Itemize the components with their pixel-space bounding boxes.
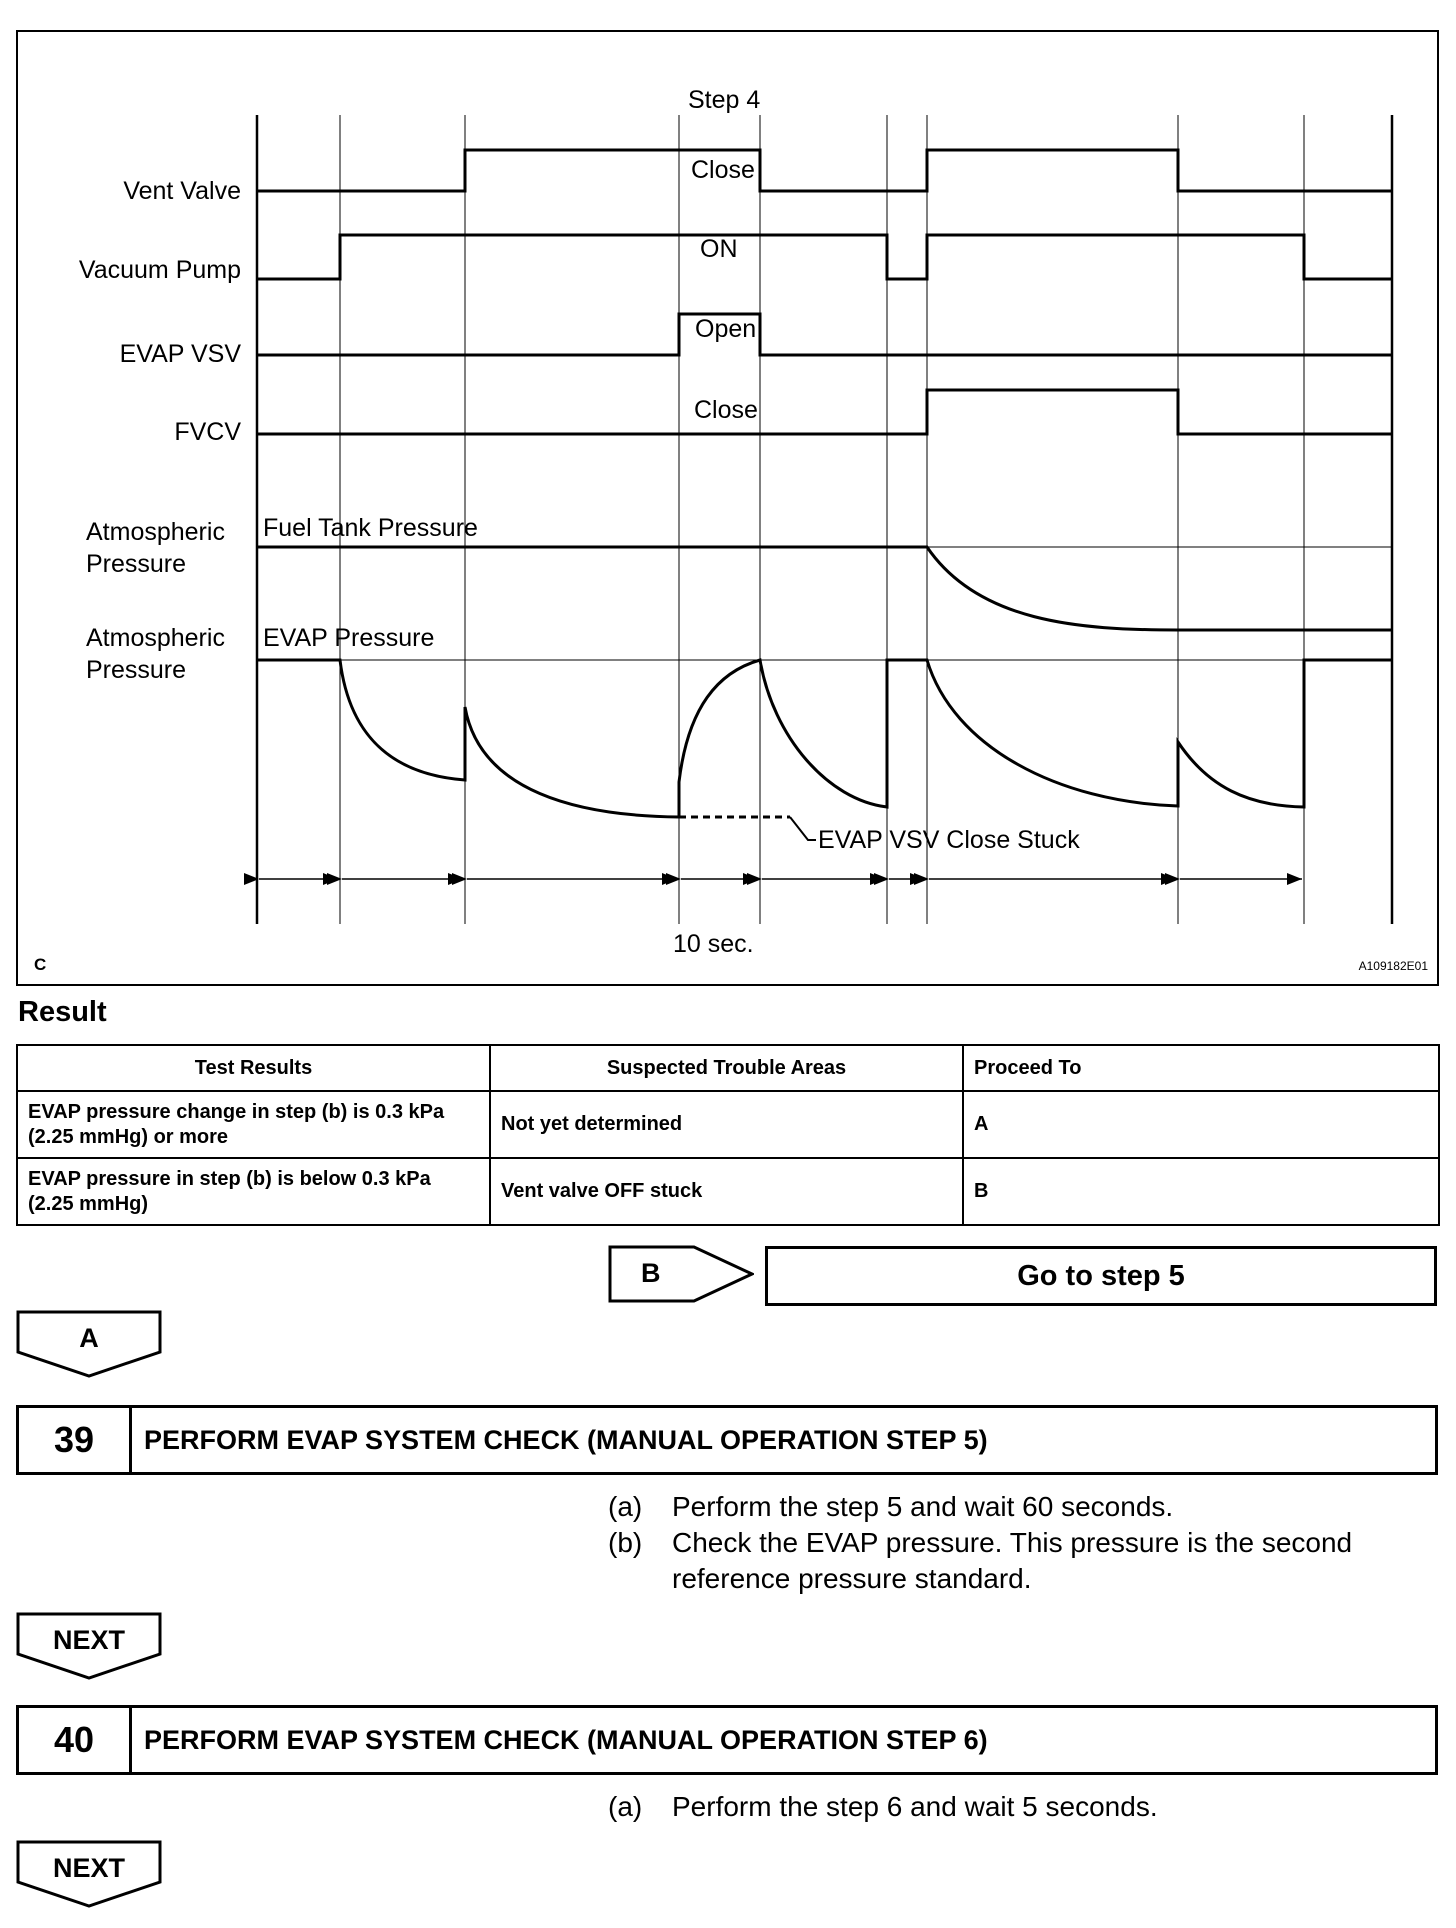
table-row xyxy=(17,1091,1439,1158)
step-39-header xyxy=(16,1405,1438,1475)
proceed-cell: B xyxy=(963,1158,1439,1225)
down-arrow-tag-icon xyxy=(16,1612,162,1680)
step-39-instructions xyxy=(608,1489,1428,1597)
right-arrow-tag-icon xyxy=(608,1245,754,1303)
branch-b-tag[interactable] xyxy=(608,1245,754,1308)
column-header: Suspected Trouble Areas xyxy=(490,1045,963,1091)
column-header: Proceed To xyxy=(963,1045,1439,1091)
signal-label-fvcv: FVCV xyxy=(174,418,241,446)
vent-valve-signal xyxy=(257,150,1392,191)
column-header: Test Results xyxy=(17,1045,490,1091)
atmospheric-label-1a: Atmospheric xyxy=(86,518,225,546)
vacuum-pump-state: ON xyxy=(700,235,738,263)
branch-a-tag[interactable] xyxy=(16,1310,162,1383)
evap-vsv-state: Open xyxy=(695,315,757,343)
trouble-area-cell: Not yet determined xyxy=(490,1091,963,1158)
branch-b-label: B xyxy=(641,1258,661,1288)
proceed-cell: A xyxy=(963,1091,1439,1158)
step-title: PERFORM EVAP SYSTEM CHECK (MANUAL OPERATION STEP 5) xyxy=(144,1424,988,1455)
step-title: PERFORM EVAP SYSTEM CHECK (MANUAL OPERATION STEP 6) xyxy=(144,1724,988,1755)
evap-pressure-label: EVAP Pressure xyxy=(263,624,435,652)
evap-vsv-signal xyxy=(257,314,1392,355)
fuel-tank-pressure-label: Fuel Tank Pressure xyxy=(263,514,478,542)
step-40-header xyxy=(16,1705,1438,1775)
atmospheric-label-1b: Pressure xyxy=(86,550,187,578)
fuel-tank-pressure-curve xyxy=(257,547,1392,630)
next-label: NEXT xyxy=(52,1625,126,1655)
instruction-text: Check the EVAP pressure. This pressure is the second reference pressure standard. xyxy=(672,1527,1353,1594)
next-tag-step-40[interactable] xyxy=(16,1840,162,1913)
instruction-text: Perform the step 5 and wait 60 seconds. xyxy=(672,1491,1174,1522)
stuck-label: EVAP VSV Close Stuck xyxy=(818,826,1080,854)
instruction-text: Perform the step 6 and wait 5 seconds. xyxy=(672,1791,1158,1822)
signal-label-evap-vsv: EVAP VSV xyxy=(119,340,241,368)
branch-a-label: A xyxy=(79,1323,99,1353)
timing-chart-svg xyxy=(18,32,1441,988)
trouble-area-cell: Vent valve OFF stuck xyxy=(490,1158,963,1225)
signal-label-vent-valve: Vent Valve xyxy=(123,177,241,205)
evap-pressure-curve xyxy=(257,660,1392,817)
instruction-row xyxy=(608,1489,1428,1525)
instruction-label: (a) xyxy=(608,1491,643,1522)
fvcv-signal xyxy=(257,390,1392,434)
result-heading: Result xyxy=(18,996,107,1028)
timing-chart xyxy=(16,30,1439,986)
instruction-label: (a) xyxy=(608,1791,643,1822)
go-to-step-5-button[interactable]: Go to step 5 xyxy=(765,1246,1437,1306)
next-label: NEXT xyxy=(52,1853,126,1883)
signal-label-vacuum-pump: Vacuum Pump xyxy=(78,256,241,284)
fvcv-state: Close xyxy=(694,396,758,424)
down-arrow-tag-icon xyxy=(16,1310,162,1378)
vacuum-pump-signal xyxy=(257,235,1392,279)
step-label: Step 4 xyxy=(688,86,761,114)
duration-label: 10 sec. xyxy=(673,930,754,958)
step-number: 40 xyxy=(19,1708,132,1772)
result-table xyxy=(16,1044,1440,1226)
corner-label: C xyxy=(34,955,47,974)
atmospheric-label-2b: Pressure xyxy=(86,656,187,684)
test-result-cell: EVAP pressure change in step (b) is 0.3 kPa (2.25 mmHg) or more xyxy=(17,1091,490,1158)
step-number: 39 xyxy=(19,1408,132,1472)
down-arrow-tag-icon xyxy=(16,1840,162,1908)
atmospheric-label-2a: Atmospheric xyxy=(86,624,225,652)
table-header-row xyxy=(17,1045,1439,1091)
instruction-label: (b) xyxy=(608,1527,643,1558)
vent-valve-state: Close xyxy=(691,156,755,184)
next-tag-step-39[interactable] xyxy=(16,1612,162,1685)
step-40-instructions xyxy=(608,1789,1428,1825)
stuck-leader xyxy=(790,817,816,840)
instruction-row xyxy=(608,1789,1428,1825)
instruction-row xyxy=(608,1525,1428,1597)
test-result-cell: EVAP pressure in step (b) is below 0.3 kPa (2.25 mmHg) xyxy=(17,1158,490,1225)
table-row xyxy=(17,1158,1439,1225)
figure-id: A109182E01 xyxy=(1358,959,1428,973)
